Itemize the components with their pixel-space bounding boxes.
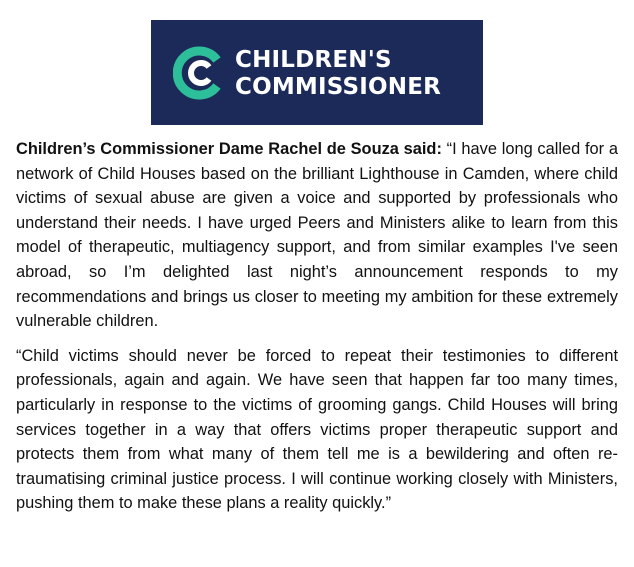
logo-banner bbox=[151, 20, 483, 125]
statement-paragraph-2: “Child victims should never be forced to repeat their testimonies to different professionals, again and again. We have seen that happen far too many times, particularly in response to the victims of grooming gangs. Child Houses will bring services together in a way that offers victims proper therapeutic support and protects them from what many of them tell me is a bewildering and often re-traumatising criminal justice process. I will continue working closely with Ministers, pushing them to make these plans a reality quickly.” bbox=[16, 346, 618, 513]
statement-body bbox=[16, 137, 618, 526]
logo-line-1: CHILDREN'S bbox=[235, 47, 392, 73]
logo-wordmark bbox=[235, 47, 441, 101]
logo-line-2: COMMISSIONER bbox=[235, 74, 442, 100]
statement-paragraph-1 bbox=[16, 137, 618, 334]
commissioner-logo-icon bbox=[173, 46, 227, 100]
quote-paragraph-1: “I have long called for a network of Child Houses based on the brilliant Lighthouse in Camden, where child victims of sexual abuse are given a voice and supported by professionals who understand their needs. I have urged Peers and Ministers alike to learn from this model of therapeutic, multiagency support, and from similar examples I've seen abroad, so I’m delighted last night’s announcement responds to my recommendations and brings us closer to meeting my ambition for these extremely vulnerable children. bbox=[16, 140, 618, 331]
speaker-attribution: Children’s Commissioner Dame Rachel de Souza said: bbox=[16, 140, 442, 158]
